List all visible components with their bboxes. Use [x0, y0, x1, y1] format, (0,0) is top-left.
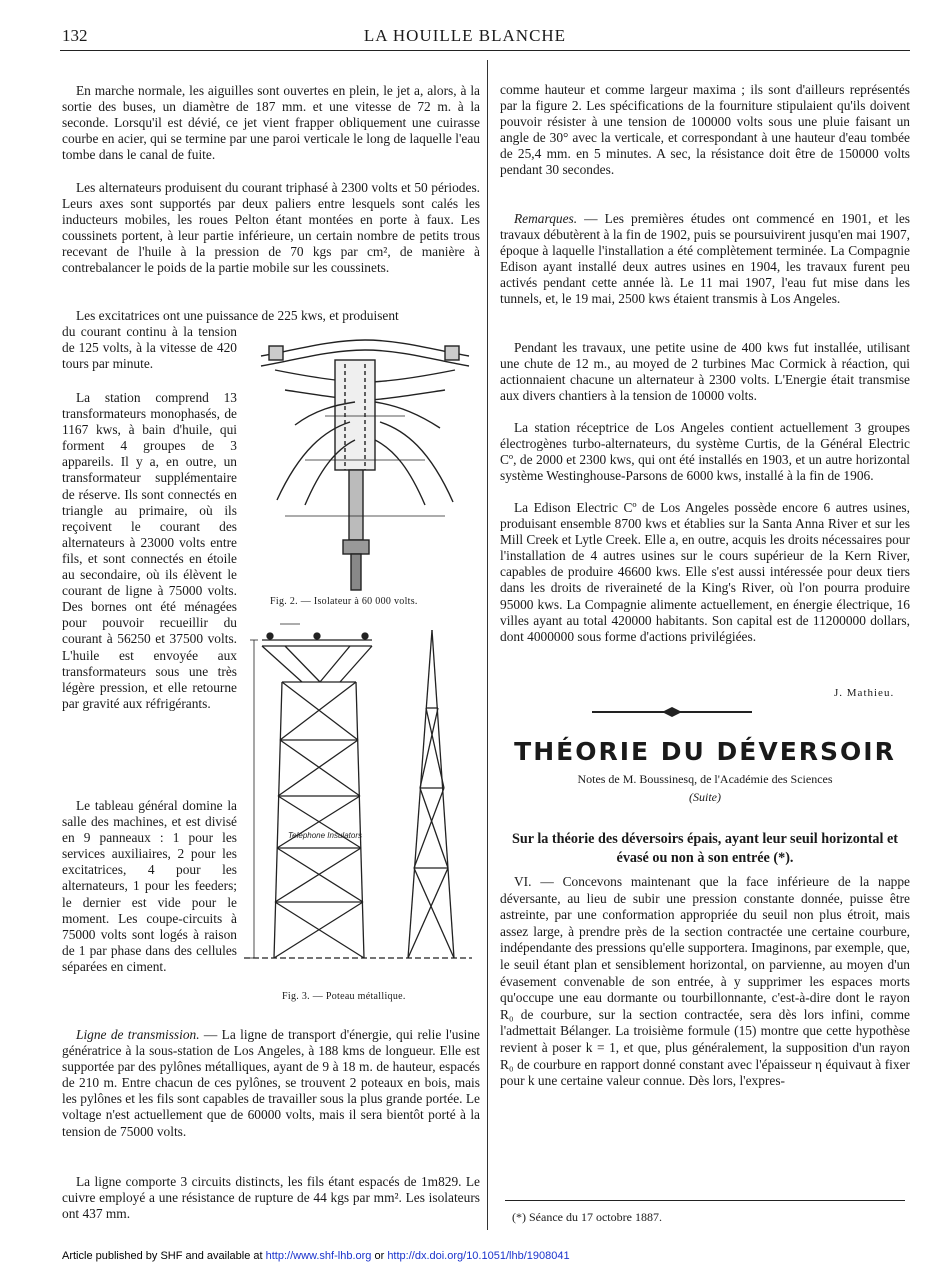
page-number: 132	[62, 26, 88, 45]
paragraph-exciters: du courant continu à la tension de 125 volts, à la vitesse de 420 tours par minute.	[62, 324, 237, 372]
author-signature: J. Mathieu.	[834, 687, 895, 699]
paragraph-edison-company: La Edison Electric Cº de Los Angeles possède encore 6 autres usines, produisant ensemble 8700 kws et établies sur la Santa Anna River et sur les Mill Creek et Lytle Creek. Elle a, en outre, acquis les droits nécessaires pour l'installation de 4 autres usines sur le cours supérieur de la Kern River, capables de produire 46600 kws. Elle s'est aussi intéressée pour deux tiers dans les droits de riveraineté de la King's River, où l'on pourra produire 95000 kws. La Compagnie alimente actuellement, en énergie électrique, 16 villes ayant au total 420000 habitants. Son capital est de 11200000 dollars, dont 4000000 sous forme d'actions privilégiées.	[500, 500, 910, 644]
figure-insulator	[255, 330, 475, 592]
publication-credit	[62, 1250, 570, 1262]
footnote-rule	[505, 1200, 905, 1201]
section-author: Notes de M. Boussinesq, de l'Académie des Sciences	[577, 772, 833, 786]
header-rule	[60, 50, 910, 51]
paragraph-circuits: La ligne comporte 3 circuits distincts, les fils étant espacés de 1m829. Le cuivre employé a une résistance de rupture de 44 kgs par mm². Les isolateurs ont 437 mm.	[62, 1174, 480, 1222]
section-title: THÉORIE DU DÉVERSOIR	[514, 737, 896, 766]
remarks-label: Remarques.	[514, 211, 578, 226]
figure-pylon	[240, 618, 475, 980]
paragraph-switchboard: Le tableau général domine la salle des machines, et est divisé en 9 panneaux : 1 pour les services auxiliaires, 2 pour les excitatrices, 4 pour les alternateurs, 1 pour les feeders; le dernier est vide pour le moment. Les coupe-circuits à 75000 volts sont logés à raison de 1 par phase dans des cellules séparées en ciment.	[62, 798, 237, 974]
paragraph-alternators: Les alternateurs produisent du courant triphasé à 2300 volts et 50 périodes. Leurs axes sont supportés par deux paliers entre lesquels sont calés les inducteurs mobiles, les roues Pelton étant montées en porte à faux. Les coussinets portent, à leur partie inférieure, un certain nombre de petits trous recevant de l'huile à la pression de 70 kgs par cm², de manière à contrebalancer le poids de la partie mobile sur les coussinets.	[62, 180, 480, 276]
paragraph-exciters-lead: Les excitatrices ont une puissance de 225 kws, et produisent	[76, 308, 399, 323]
paragraph-theory-vi: VI. — Concevons maintenant que la face inférieure de la nappe déversante, au lieu de subir une pression constante donnée, puisse être astreinte, par une conformation appropriée du seuil non plus étroit, mais assez large, à prendre près de la section contractée une certaine courbure, indépendante des pressions qu'elle supportera. Imaginons, par exemple, que, le seuil étant plan et sensiblement horizontal, on parvienne, au moyen d'un évasement convenable de son entrée, à y supprimer les espaces morts qu'occupe une eau dormante ou tourbillonnante, c'est-à-dire dont le rayon R₀ de courbure, sur la section contractée, sera dès lors infini, comme l'admettait Bélanger. La troisième formule (15) montre que cette hypothèse revient à poser k = 1, et que, plus généralement, la supposition d'un rayon R₀ de courbure en rapport donné constant avec l'épaisseur η équivaut à fixer pour k une certaine valeur connue. Dès lors, l'expres-	[500, 874, 910, 1089]
shf-link[interactable]: http://www.shf-lhb.org	[265, 1250, 372, 1262]
paragraph-pelton-operation: En marche normale, les aiguilles sont ouvertes en plein, le jet a, alors, à la sortie des buses, un diamètre de 187 mm. et une vitesse de 72 m. à la seconde. Lorsqu'il est dévié, ce jet vient frapper obliquement une cuirasse courbe en acier, qui se termine par une paroi verticale le long de laquelle l'eau tombe dans le canal de fuite.	[62, 83, 480, 163]
figure-3-label: Telephone Insulators	[288, 831, 362, 840]
section-label: Ligne de transmission.	[76, 1027, 200, 1042]
credit-text: Article published by SHF and available at	[62, 1250, 266, 1262]
figure-3-caption: Fig. 3. — Poteau métallique.	[282, 991, 406, 1002]
section-subheading: Sur la théorie des déversoirs épais, ayant leur seuil horizontal et évasé ou non à son entrée (*).	[511, 831, 899, 866]
section-text: — La ligne de transport d'énergie, qui relie l'usine génératrice à la sous-station de Los Angeles, à 188 kms de longueur. Elle est supportée par des pylônes métalliques, ayant de 9 à 18 m. de hauteur, espacés de 210 m. Entre chacun de ces pylônes, se trouvent 2 poteaux en bois, mais les pylônes et les fils sont capables de travailler sous la plus grande portée. Le voltage n'est actuellement que de 60000 volts, mais il sera bientôt porté à la tension de 75000 volts.	[62, 1027, 480, 1139]
remarks-text: — Les premières études ont commencé en 1901, et les travaux débutèrent à la fin de 1902, puis se poursuivirent jusqu'en mai 1907, époque à laquelle l'installation a été complètement terminée. La Compagnie Edison ayant installé deux autres usines en 1904, les travaux furent peu activés pendant cette année là. Le 11 mai 1907, l'eau fut mise dans les tunnels, et, le 19 mai, 2500 kws étaient transmis à Los Angeles.	[500, 211, 910, 307]
paragraph-transmission-line	[62, 1027, 480, 1140]
paragraph-receiving-station: La station réceptrice de Los Angeles contient actuellement 3 groupes électrogènes turbo-alternateurs, du système Curtis, de la Général Electric Cº, de 2000 et 2300 kws, qui ont été installés en 1903, et un autre horizontal système Westinghouse-Parsons de 6000 kws, installé à la fin de 1906.	[500, 420, 910, 484]
journal-title: LA HOUILLE BLANCHE	[363, 26, 567, 45]
paragraph-construction-plant: Pendant les travaux, une petite usine de 400 kws fut installée, utilisant une chute de 12 m., au moyed de 2 turbines Mac Cormick à réaction, qui actionnaient chacune un alternateur à 2300 volts. L'Energie était transmise aux divers chantiers à la tension de 10000 volts.	[500, 340, 910, 404]
column-divider	[487, 60, 488, 1230]
paragraph-remarks	[500, 211, 910, 308]
credit-or: or	[371, 1250, 388, 1262]
section-suite: (Suite)	[689, 790, 721, 804]
paragraph-station: La station comprend 13 transformateurs monophasés, de 1167 kws, à bain d'huile, qui forment 4 groupes de 3 appareils. Il y a, en outre, un transformateur supplémentaire de réserve. Ils sont connectés en triangle au primaire, où ils reçoivent le courant des alternateurs à 23000 volts entre fils, et sont connectés en étoile au secondaire, où ils élèvent le courant de ligne à 75000 volts. Des bornes ont été ménagées pour pouvoir recueillir du courant à 56250 et 37500 volts. L'huile est envoyée aux transformateurs sous une très légère pression, et elle retourne par gravité aux réfrigérants.	[62, 390, 237, 711]
section-ornament	[592, 707, 752, 717]
paragraph-insulator-spec: comme hauteur et comme largeur maxima ; ils sont d'ailleurs représentés par la figure 2. Les spécifications de la fourniture stipulaient qu'ils doivent pouvoir résister à une tension de 100000 volts sous une pluie faisant un angle de 30° avec la verticale, et correspondant à une hauteur d'eau tombée de 25,4 mm. en 5 minutes. A sec, la résistance doit être de 150000 volts pendant 30 secondes.	[500, 82, 910, 178]
figure-2-caption: Fig. 2. — Isolateur à 60 000 volts.	[270, 596, 418, 607]
footnote: (*) Séance du 17 octobre 1887.	[512, 1210, 662, 1224]
doi-link[interactable]: http://dx.doi.org/10.1051/lhb/1908041	[387, 1250, 570, 1262]
